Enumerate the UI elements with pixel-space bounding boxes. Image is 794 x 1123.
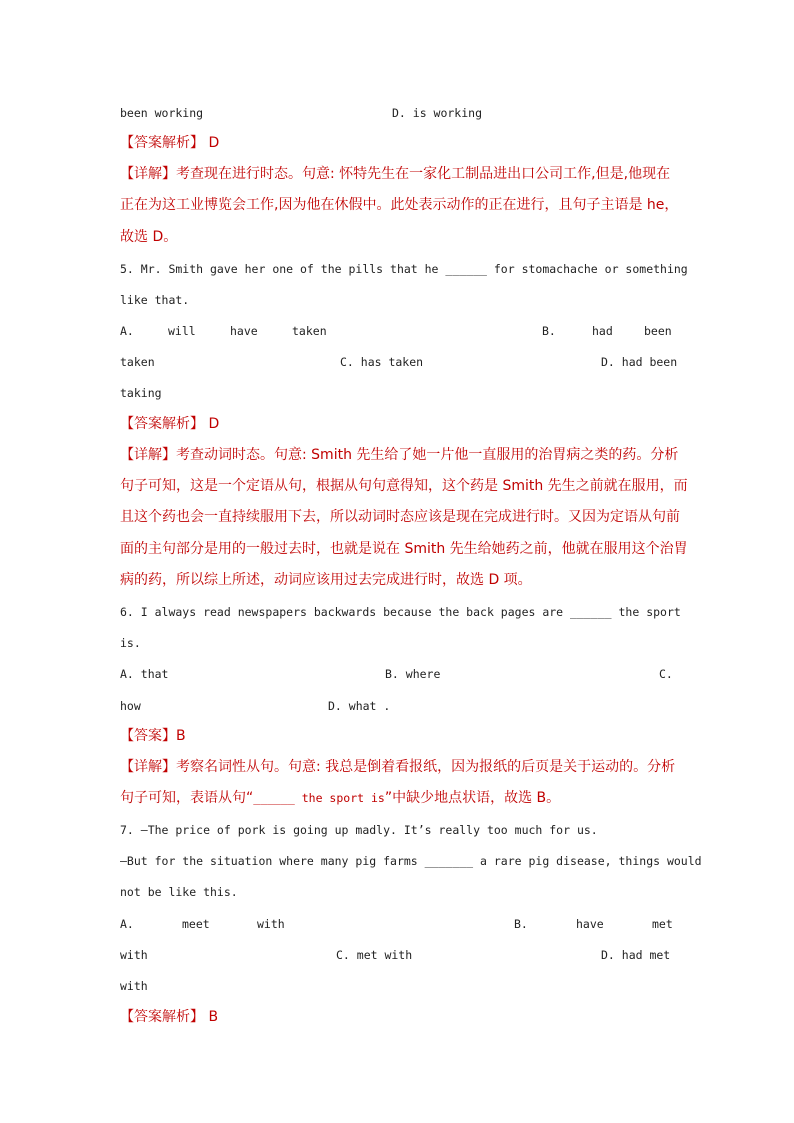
- answer-tag: 【答案解析】: [120, 135, 204, 151]
- q6-detail-line-2: 句子可知，表语从句“______ the sport is”中缺少地点状语，故选 B。: [120, 790, 561, 806]
- q4-options-tail: [120, 102, 674, 124]
- answer-tag: 【答案解析】: [120, 416, 204, 432]
- q6-options-row-1: A. that B. where C.: [120, 667, 673, 681]
- q4-option-c-tail: been working: [120, 106, 204, 120]
- q5-options-row-2: taken C. has taken D. had been: [120, 355, 678, 369]
- q5-detail-line-4: 面的主句部分是用的一般过去时，也就是说在 Smith 先生给她药之前，他就在服用这个治胃: [120, 541, 688, 557]
- q4-detail-line-1: 【详解】考查现在进行时态。句意: 怀特先生在一家化工制品进出口公司工作,但是,他现在: [120, 166, 671, 182]
- answer-tag: 【答案解析】: [120, 1009, 204, 1025]
- answer-value: B: [208, 1009, 219, 1025]
- q7-stem-line-2: —But for the situation where many pig farms _______ a rare pig disease, things would: [120, 854, 702, 868]
- q4-option-d: D. is working: [392, 106, 483, 120]
- q7-options-row-2: with C. met with D. had met: [120, 948, 671, 962]
- q5-answer-line: [120, 413, 674, 435]
- q5-options-row-3: taking: [120, 386, 162, 400]
- detail-tag: 【详解】: [120, 447, 176, 463]
- answer-value: D: [208, 416, 220, 432]
- q4-answer-line: [120, 132, 674, 154]
- q6-answer-line: [120, 725, 674, 747]
- q6-detail-line-1: 【详解】考察名词性从句。句意: 我总是倒着看报纸，因为报纸的后页是关于运动的。分析: [120, 759, 676, 775]
- q5-detail-line-3: 且这个药也会一直持续服用下去，所以动词时态应该是现在完成进行时。又因为定语从句前: [120, 509, 680, 525]
- q5-detail-line-1: 【详解】考查动词时态。句意: Smith 先生给了她一片他一直服用的治胃病之类的药。分析: [120, 447, 679, 463]
- q5-detail-line-2: 句子可知，这是一个定语从句，根据从句句意得知，这个药是 Smith 先生之前就在服用，而: [120, 478, 688, 494]
- q5-stem-line-1: 5. Mr. Smith gave her one of the pills that he ______ for stomachache or something: [120, 262, 688, 276]
- q6-stem-line-1: 6. I always read newspapers backwards because the back pages are ______ the sport: [120, 605, 681, 619]
- q5-detail-line-5: 病的药，所以综上所述，动词应该用过去完成进行时，故选 D 项。: [120, 572, 532, 588]
- detail-tag: 【详解】: [120, 759, 176, 775]
- detail-tag: 【详解】: [120, 166, 176, 182]
- answer-value: D: [208, 135, 220, 151]
- q7-answer-line: [120, 1006, 674, 1028]
- q4-detail-line-3: 故选 D。: [120, 229, 178, 245]
- q7-stem-line-3: not be like this.: [120, 885, 238, 899]
- q7-options-row-3: with: [120, 979, 148, 993]
- q6-stem-line-2: is.: [120, 636, 141, 650]
- q5-options-row-1: A. will have taken B. had been: [120, 324, 672, 338]
- q7-stem-line-1: 7. —The price of pork is going up madly. It’s really too much for us.: [120, 823, 598, 837]
- q4-detail-line-2: 正在为这工业博览会工作,因为他在休假中。此处表示动作的正在进行，且句子主语是 he，: [120, 197, 679, 213]
- answer-tag: 【答案】: [120, 728, 176, 744]
- q7-options-row-1: A. meet with B. have met: [120, 917, 673, 931]
- q6-options-row-2: how D. what .: [120, 699, 391, 713]
- answer-value: B: [176, 728, 186, 744]
- q5-stem-line-2: like that.: [120, 293, 190, 307]
